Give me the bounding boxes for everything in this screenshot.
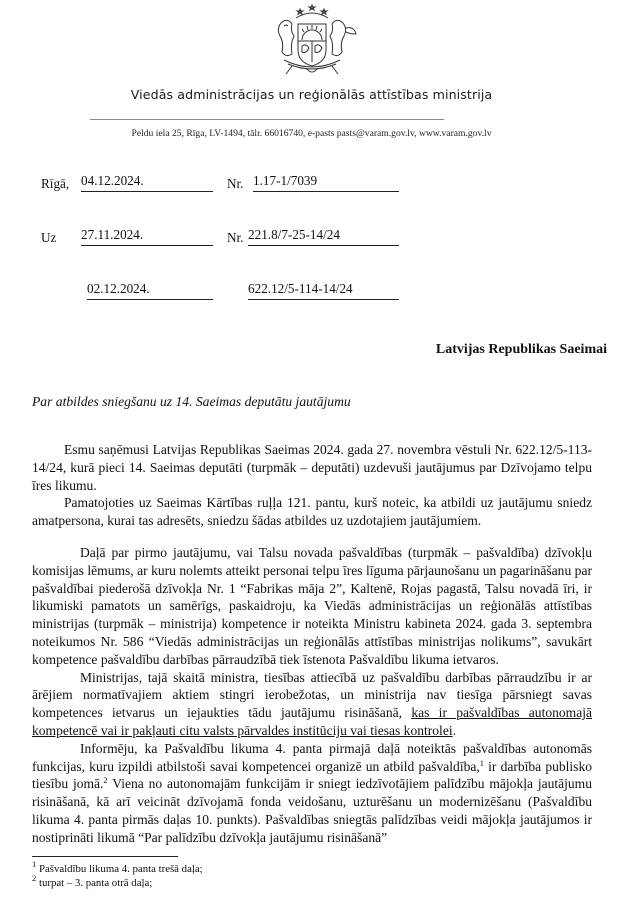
ministry-name: Viedās administrācijas un reģionālās attīstības ministrija xyxy=(130,87,493,102)
letter-body-intro xyxy=(32,441,592,530)
paragraph-4: Ministrijas, tajā skaitā ministra, tiesības attiecībā uz pašvaldību darbības pārraudzību ir ar ārējiem normatīvajiem aktiem stingri ierobežotas, un ministrija nav tiesīga pārsniegt savas kompetences ietvarus un iejaukties tādu jautājumu risināšanā, kas ir pašvaldības autonomajā kompetencē vai ir pakļauti citu valsts pārvaldes institūciju vai tiesas kontrolei. xyxy=(32,669,592,738)
number-label: Nr. xyxy=(227,176,244,191)
footnote-1: $^1$ Pašvaldību likuma 4. panta trešā daļa; xyxy=(32,859,203,875)
second-reference-number-field: 622.12/5-114-14/24 xyxy=(248,282,399,300)
contact-line: Peldu iela 25, Rīga, LV-1494, tālr. 66016740, e-pasts pasts@varam.gov.lv, www.varam.gov.lv xyxy=(131,128,492,139)
reference-date-field: 27.11.2024. xyxy=(81,228,213,246)
paragraph-2: Pamatojoties uz Saeimas Kārtības ruļļa 121. pantu, kurš noteic, ka atbildi uz jautājumu sniedz amatpersona, kurai tas adresēts, sniedzu šādas atbildes uz uzdotajiem jautājumiem. xyxy=(32,495,592,529)
footnotes xyxy=(32,859,203,890)
header-divider xyxy=(90,119,444,120)
paragraph-5: Informēju, ka Pašvaldību likuma 4. panta pirmajā daļā noteiktās pašvaldības autonomās funkcijas, kuru izpildi atbilstoši savai kompetencei organizē un atbild pašvaldība,$^1$ ir darbība publisko tiesību jomā.$^2$ Viena no autonomajām funkcijām ir sniegt iedzīvotājiem palīdzību mājokļa jautājumu risināšanā, kā arī veicināt dzīvojamā fonda veidošanu, uzturēšanu un modernizēšanu (Pašvaldību likuma 4. panta pirmās daļas 10. punkts). Pašvaldības sniegtās palīdzības veidi mājokļa jautājumos ir nostiprināti likumā “Par palīdzību dzīvokļa jautājumu risināšanā” xyxy=(32,740,592,845)
letter-subject: Par atbildes sniegšanu uz 14. Saeimas deputātu jautājumu xyxy=(32,394,351,409)
second-reference-date-field: 02.12.2024. xyxy=(87,282,213,300)
paragraph-3: Daļā par pirmo jautājumu, vai Talsu novada pašvaldības (turpmāk – pašvaldība) dzīvokļu komisijas lēmums, ar kuru nolemts atteikt personai telpu īres līguma pārjaunošanu un pagarināšanu par pašvaldībai piederošā dzīvokļa Nr. 1 “Fabrikas māja 2”, Kaltenē, Rojas pagastā, Talsu novadā īri, ir likumiski pamatots un samērīgs, paskaidroju, ka Viedās administrācijas un reģionālās attīstības ministrijas (turpmāk – ministrija) kompetence ir noteikta Ministru kabineta 2024. gada 3. septembra noteikumos Nr. 586 “Viedās administrācijas un reģionālās attīstības ministrijas nolikums”, savukārt kompetence pašvaldību darbības pārraudzībā tiek īstenota Pašvaldību likuma ietvaros. xyxy=(32,545,592,667)
coat-of-arms-icon xyxy=(262,2,362,84)
paragraph-1: Esmu saņēmusi Latvijas Republikas Saeimas 2024. gada 27. novembra vēstuli Nr. 622.12/5-113-14/24, kurā pieci 14. Saeimas deputāti (turpmāk – deputāti) uzdevuši jautājumus par Dzīvojamo telpu īres likumu. xyxy=(32,442,592,493)
recipient: Latvijas Republikas Saeimai xyxy=(435,342,607,357)
footnote-2: $^2$ turpat – 3. panta otrā daļa; xyxy=(32,873,153,889)
uz-label: Uz xyxy=(41,230,57,245)
reference-number-field: 221.8/7-25-14/24 xyxy=(248,228,399,246)
footnote-ref-1: 1 xyxy=(479,757,485,768)
footnote-ref-2: 2 xyxy=(103,775,108,786)
place-label: Rīgā, xyxy=(41,176,70,191)
underlined-text: kas ir pašvaldības autonomajā kompetencē vai ir pakļauti citu valsts pārvaldes institūciju vai tiesas kontrolei xyxy=(32,705,592,738)
reference-number-label: Nr. xyxy=(227,230,244,245)
document-number-field: 1.17-1/7039 xyxy=(253,174,399,192)
letter-body-main xyxy=(32,544,592,847)
document-date-field: 04.12.2024. xyxy=(81,174,213,192)
footnote-divider xyxy=(32,856,178,857)
